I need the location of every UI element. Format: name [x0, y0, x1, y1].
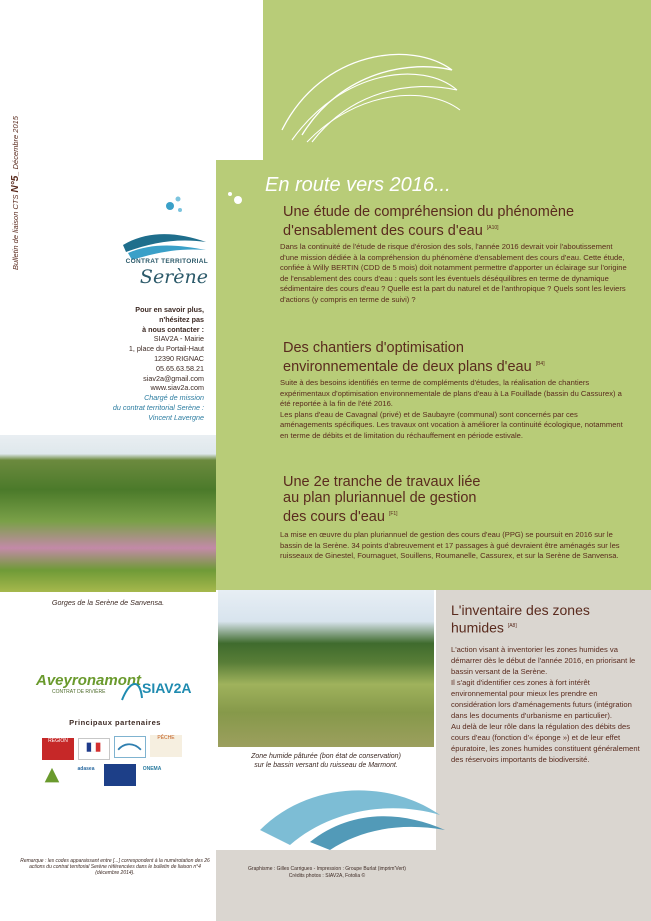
logo-name: Serène	[139, 266, 208, 288]
footnote: Remarque : les codes apparaissant entre [...] correspondent à la numérotation des 26 actions du contrat territorial Serène référencées dans le bulletin de liaison n°4 (décembre 2014).	[20, 858, 210, 876]
section3-heading	[283, 474, 623, 525]
siav2a-logo-text: SIAV2A	[142, 680, 192, 696]
contact-phone: 05.65.63.58.21	[156, 363, 204, 373]
peche-logo	[150, 735, 182, 757]
contact-person: Vincent Lavergne	[148, 412, 204, 422]
heading-line: au plan pluriannuel de gestion	[283, 490, 477, 506]
section2-heading	[283, 340, 623, 375]
paragraph: Il s'agit d'identifier ces zones à fort intérêt environnemental pour mieux les prendre en considération lors d'aménagements futurs (intégration dans les documents d'urbanisme en particulier).	[451, 678, 632, 720]
contact-line: Pour en savoir plus,	[135, 305, 204, 314]
heading-line: d'ensablement des cours d'eau	[283, 222, 483, 239]
partner-logo-text: ONEMA	[142, 766, 162, 772]
heading-line: Une étude de compréhension du phénomène	[283, 204, 575, 220]
contact-role: du contrat territorial Serène :	[112, 402, 204, 412]
section1-body: Dans la continuité de l'étude de risque d'érosion des sols, l'année 2016 devrait voir l'aboutissement d'une mission dédiée à la compréhension du phénomène d'ensablement des cours d'eau. Cette étude, confiée à Willy BERTIN (CDD de 5 mois) doit notamment permettre d'apporter un éclairage sur l'origine de l'ensablement des cours d'eau : quels sont les éventuels déséquilibres en terme de dynamique sédimentaire des cours d'eau ? Quelle est la part du naturel et de l'anthropique ? Quels sont les leviers d'actions (y compris en terme de suivi) ?	[280, 242, 627, 304]
credits-line: Graphisme : Gilles Carrigues - Impression : Groupe Burlat (imprim'Vert)	[248, 866, 406, 872]
decorative-wave-icon	[250, 770, 450, 855]
heading-line: humides	[451, 619, 504, 636]
leaf-icon	[37, 766, 67, 786]
chambre-agriculture-logo	[36, 766, 68, 788]
heading-line: des cours d'eau	[283, 508, 385, 525]
heading-line: Des chantiers d'optimisation	[283, 340, 464, 356]
gorges-photo	[0, 435, 216, 592]
gray-footer-panel	[216, 850, 436, 921]
issue-number: N°5	[10, 175, 21, 193]
contact-address: 1, place du Portail-Haut	[128, 344, 204, 354]
section1-heading	[283, 204, 623, 239]
heading-line: Une 2e tranche de travaux liée	[283, 474, 481, 490]
inventory-body	[451, 644, 641, 765]
paragraph: Les plans d'eau de Cavagnal (privé) et de Saubayre (communal) sont concernés par ces aménagements spécifiques. Les travaux ont vocation à améliorer la continuité écologique, notamment en terme de débits et de limitation du réchauffement en période estivale.	[280, 409, 623, 440]
green-panel-extension	[216, 160, 264, 590]
issue-date: _ Décembre 2015	[11, 116, 20, 176]
contact-org: SIAV2A - Mairie	[153, 334, 204, 344]
section2-body	[280, 378, 630, 441]
contact-email[interactable]: siav2a@gmail.com	[143, 373, 204, 383]
contact-role: Chargé de mission	[144, 393, 204, 403]
main-title: En route vers 2016...	[265, 174, 451, 196]
action-code: [A8]	[507, 623, 517, 629]
aveyronamont-subtitle: CONTRAT DE RIVIÈRE	[52, 689, 106, 695]
onema-logo	[136, 766, 168, 788]
bulletin-name: Bulletin de liaison CTS	[11, 194, 20, 270]
contact-line: n'hésitez pas	[159, 314, 204, 324]
partner-logo-text: RÉGION	[48, 738, 68, 744]
contact-line: à nous contacter :	[142, 324, 204, 334]
contact-web[interactable]: www.siav2a.com	[150, 383, 204, 393]
paragraph: L'action visant à inventorier les zones humides va démarrer dès le début de l'année 2016, en priorisant le bassin versant de la Serène.	[451, 645, 636, 676]
flag-icon	[79, 739, 109, 759]
region-logo	[42, 738, 74, 760]
contact-city: 12390 RIGNAC	[154, 353, 204, 363]
action-code: [F1]	[388, 511, 398, 517]
heading-line: L'inventaire des zones	[451, 602, 590, 618]
decorative-swirl	[262, 30, 462, 150]
wetland-photo-caption	[218, 752, 434, 770]
contact-block	[100, 305, 204, 423]
heading-line: environnementale de deux plans d'eau	[283, 358, 532, 375]
caption-line: sur le bassin versant du ruisseau de Marmont.	[254, 762, 398, 769]
bubbles-icon	[222, 188, 244, 210]
paragraph: Suite à des besoins identifiés en terme de compléments d'études, la réalisation de chantiers expérimentaux d'optimisation environnementale de plans d'eau à La Fouillade (bassin du Cassurex) a été reportée à la fin de l'été 2016.	[280, 378, 622, 408]
partner-logo-text: PÊCHE	[157, 735, 175, 741]
credits	[220, 866, 434, 879]
inventory-heading	[451, 602, 641, 636]
prefecture-logo	[78, 738, 110, 760]
adasea-logo	[70, 766, 102, 788]
wetland-photo	[218, 590, 434, 747]
departement-logo	[104, 764, 136, 786]
agence-eau-logo	[114, 736, 146, 758]
paragraph: Au delà de leur rôle dans la régulation des débits des cours d'eau (fonction d'« éponge ») et de leur effet épuratoire, les zones humides constituent généralement des réservoirs importants de biodiversité.	[451, 722, 640, 764]
bulletin-label	[6, 116, 36, 270]
gorges-photo-caption: Gorges de la Serène de Sanvensa.	[51, 598, 165, 607]
wave-icon	[115, 737, 145, 757]
partners-title: Principaux partenaires	[69, 718, 161, 727]
action-code: [A10]	[486, 225, 499, 231]
logo-title: CONTRAT TERRITORIAL	[125, 258, 208, 265]
section3-body: La mise en œuvre du plan pluriannuel de gestion des cours d'eau (PPG) se poursuit en 2016 sur le bassin de la Serène. 34 points d'abreuvement et 17 passages à gué devraient être aménagés sur les ruisseaux de Ginestel, Fournaguet, Souillens, Roumanelle, Cassurex, et sur la Serène de Sanvensa.	[280, 530, 620, 560]
credits-line: Crédits photos : SIAV2A, Fotolia ©	[288, 872, 366, 879]
aveyronamont-logo: Aveyronamont	[36, 672, 142, 689]
action-code: [B4]	[535, 361, 545, 367]
partner-logo-text: adasea	[77, 766, 95, 772]
caption-line: Zone humide pâturée (bon état de conservation)	[251, 753, 401, 760]
